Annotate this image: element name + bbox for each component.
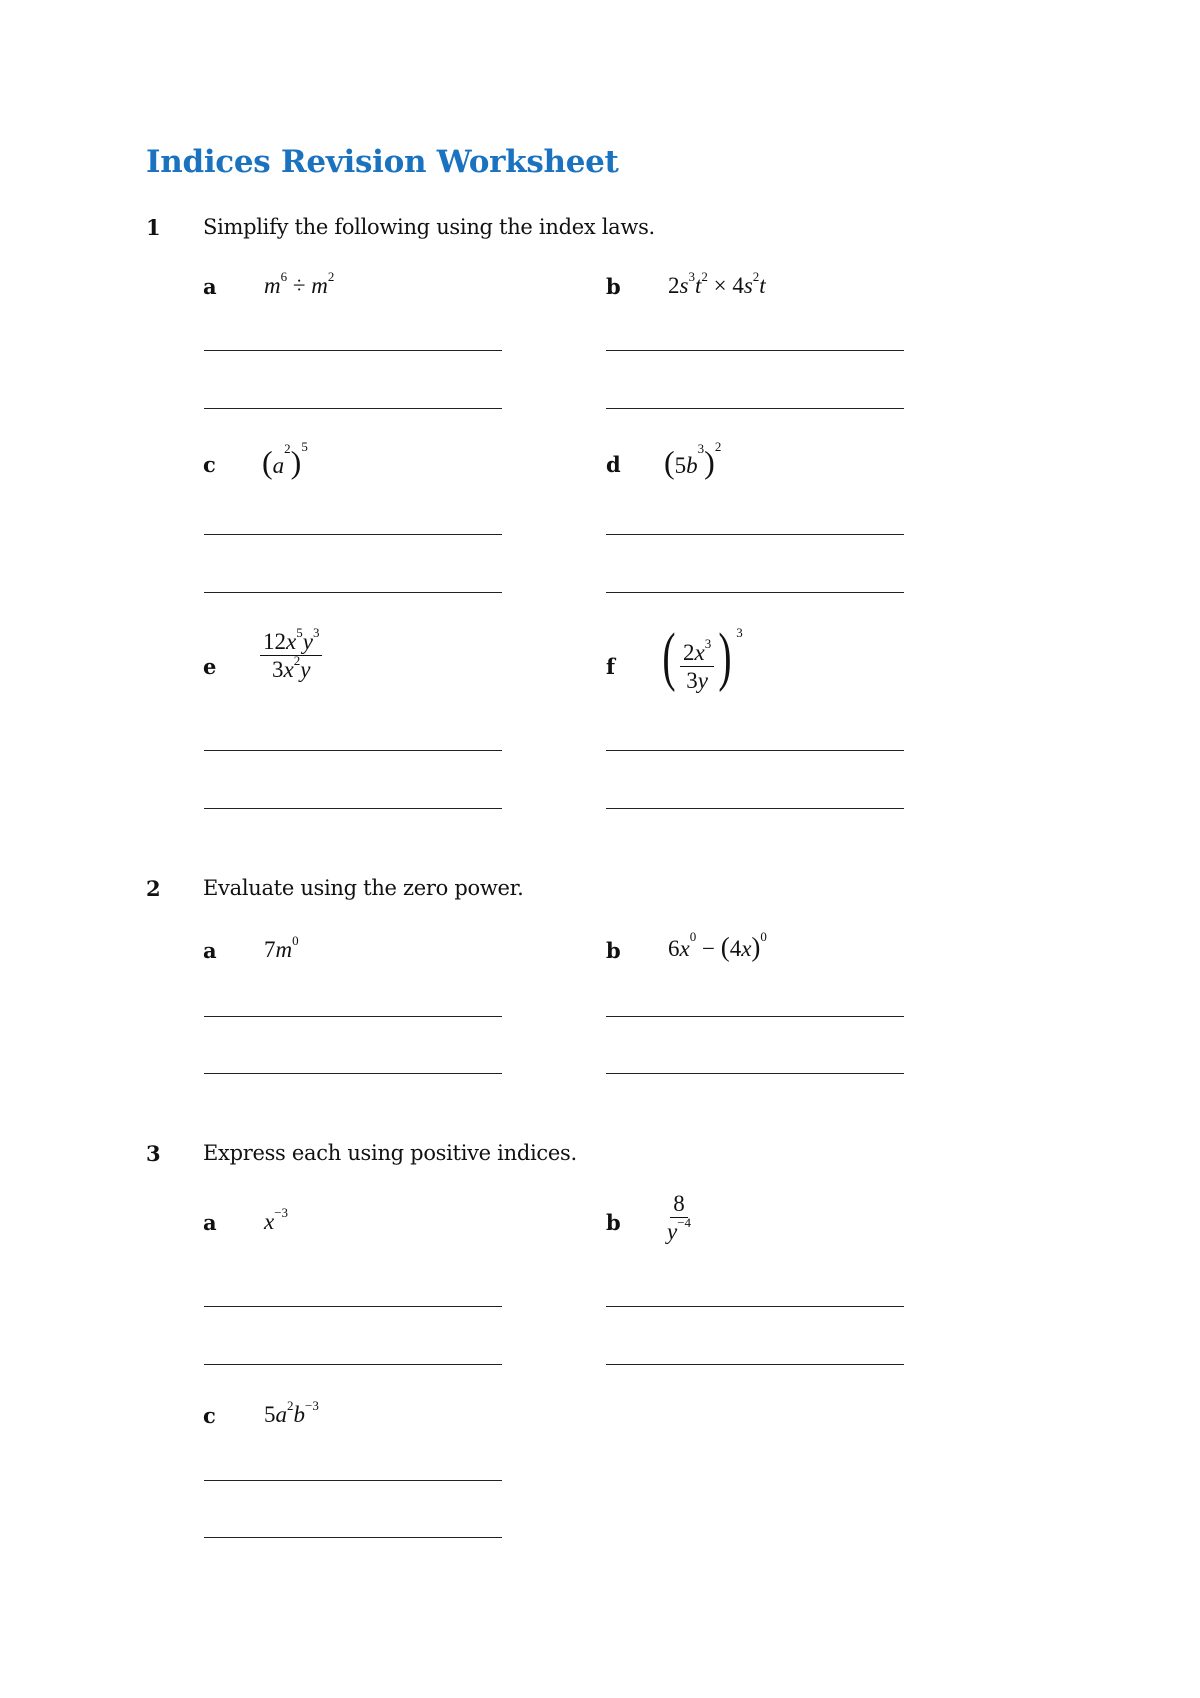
q2-part-a-expression: $7m^0$ <box>264 933 299 962</box>
q1-part-c-label: c <box>203 452 216 477</box>
answer-line[interactable] <box>606 808 904 809</box>
question-2-number: 2 <box>146 876 161 901</box>
q1-part-d-expression: $(5b^3)^2$ <box>664 439 722 480</box>
answer-line[interactable] <box>204 1016 502 1017</box>
q3-part-c-expression: $5a^2b^{-3}$ <box>264 1398 319 1427</box>
q1-part-d-label: d <box>606 452 621 477</box>
answer-line[interactable] <box>204 408 502 409</box>
q3-part-b-label: b <box>606 1210 621 1235</box>
question-1-number: 1 <box>146 215 161 240</box>
page-title: Indices Revision Worksheet <box>146 144 619 180</box>
answer-line[interactable] <box>204 750 502 751</box>
answer-line[interactable] <box>606 408 904 409</box>
answer-line[interactable] <box>204 1537 502 1538</box>
answer-line[interactable] <box>204 1364 502 1365</box>
q1-part-f-label: f <box>606 654 616 679</box>
q2-part-b-expression: $6x^0 - (4x)^0$ <box>668 929 767 962</box>
question-3-text: Express each using positive indices. <box>203 1141 577 1165</box>
answer-line[interactable] <box>606 1306 904 1307</box>
answer-line[interactable] <box>606 1073 904 1074</box>
q1-part-a-label: a <box>203 274 217 299</box>
answer-line[interactable] <box>606 750 904 751</box>
q1-part-e-expression: $\frac{12x^5y^3}{3x^2y}$ <box>260 630 322 681</box>
answer-line[interactable] <box>606 592 904 593</box>
question-3-number: 3 <box>146 1141 161 1166</box>
q2-part-b-label: b <box>606 938 621 963</box>
q1-part-f-expression: ( $\frac{2x^3}{3y}$ ) $^3$ <box>662 620 743 693</box>
q3-part-b-expression: $\frac{8}{y^{-4}}$ <box>667 1191 692 1244</box>
answer-line[interactable] <box>204 534 502 535</box>
answer-line[interactable] <box>606 1016 904 1017</box>
answer-line[interactable] <box>204 350 502 351</box>
answer-line[interactable] <box>204 808 502 809</box>
answer-line[interactable] <box>606 534 904 535</box>
answer-line[interactable] <box>204 1480 502 1481</box>
answer-line[interactable] <box>204 592 502 593</box>
answer-line[interactable] <box>204 1073 502 1074</box>
q1-part-b-label: b <box>606 274 621 299</box>
q3-part-c-label: c <box>203 1403 216 1428</box>
question-1-text: Simplify the following using the index laws. <box>203 215 655 239</box>
q2-part-a-label: a <box>203 938 217 963</box>
q1-part-b-expression: $2s^3t^2 \times 4s^2t$ <box>668 269 766 298</box>
q3-part-a-expression: $x^{-3}$ <box>264 1205 289 1234</box>
answer-line[interactable] <box>606 1364 904 1365</box>
q1-part-a-expression: $m^6 \div m^2$ <box>264 269 335 298</box>
q3-part-a-label: a <box>203 1210 217 1235</box>
q1-part-c-expression: $(a^2)^5$ <box>262 439 308 480</box>
answer-line[interactable] <box>606 350 904 351</box>
question-2-text: Evaluate using the zero power. <box>203 876 524 900</box>
q1-part-e-label: e <box>203 654 217 679</box>
answer-line[interactable] <box>204 1306 502 1307</box>
